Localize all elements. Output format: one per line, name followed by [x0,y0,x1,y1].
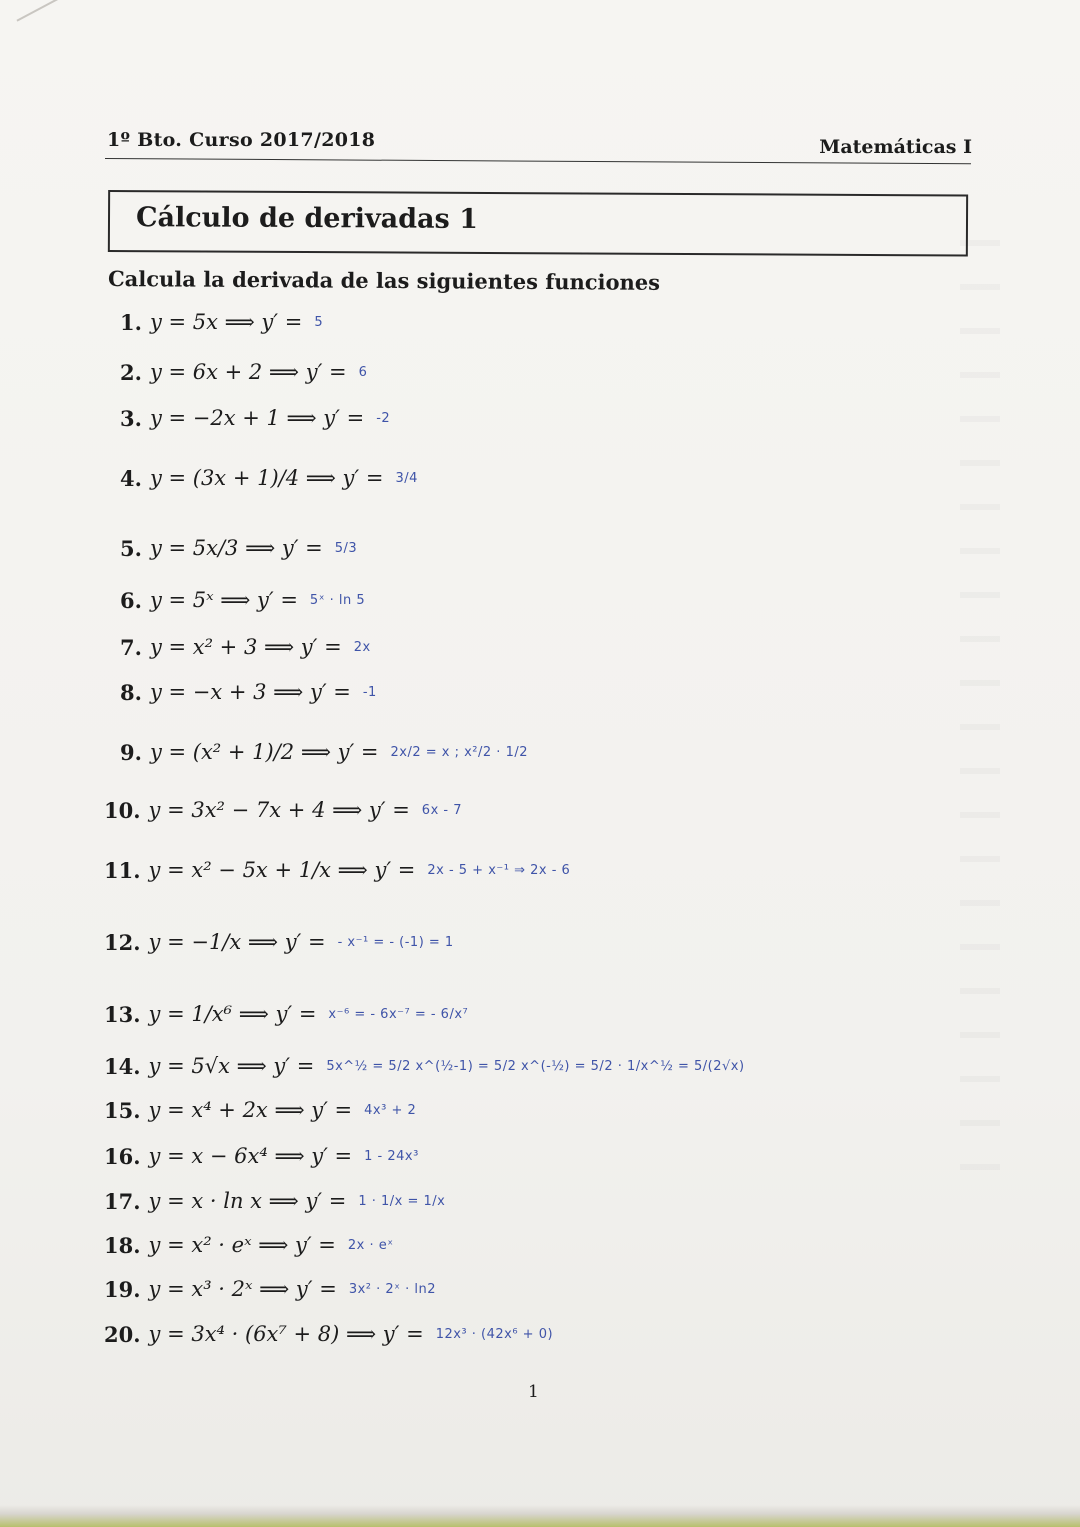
exercise-formula: y = 1/x⁶ ⟹ y′ = [148,1002,317,1026]
exercise-number: 20. [104,1321,141,1347]
exercise-item [120,528,357,568]
exercise-number: 2. [120,359,142,385]
exercise-number: 18. [104,1232,141,1258]
handwritten-answer: - x⁻¹ = - (-1) = 1 [337,934,454,950]
exercise-item [104,1046,745,1086]
exercise-number: 10. [104,797,141,823]
exercise-formula: y = x² · eˣ ⟹ y′ = [148,1233,336,1257]
exercise-number: 15. [104,1097,141,1123]
exercise-number: 11. [104,857,141,883]
handwritten-answer: 5 [314,314,324,330]
handwritten-answer: 3x² · 2ˣ · ln2 [348,1281,436,1297]
handwritten-answer: 5/3 [334,540,358,556]
exercise-item [120,580,365,620]
handwritten-answer: x⁻⁶ = - 6x⁻⁷ = - 6/x⁷ [328,1006,469,1022]
handwritten-answer: 2x - 5 + x⁻¹ ⇒ 2x - 6 [427,862,571,878]
exercise-formula: y = 3x² − 7x + 4 ⟹ y′ = [148,798,410,822]
exercise-formula: y = x² + 3 ⟹ y′ = [149,635,342,659]
handwritten-answer: 2x/2 = x ; x²/2 · 1/2 [390,744,528,760]
exercise-number: 8. [120,679,142,705]
exercise-item [120,352,367,392]
exercise-formula: y = 5ˣ ⟹ y′ = [149,588,298,612]
handwritten-answer: 3/4 [395,470,418,486]
exercise-item [120,672,377,712]
exercise-formula: y = 6x + 2 ⟹ y′ = [149,360,347,384]
exercise-item [104,850,570,890]
exercise-number: 19. [104,1276,141,1302]
handwritten-answer: 2x [353,639,371,655]
handwritten-answer: 4x³ + 2 [364,1102,417,1118]
exercise-number: 7. [120,634,142,660]
exercise-item [120,458,418,498]
exercise-formula: y = −1/x ⟹ y′ = [148,930,326,954]
handwritten-answer: 5x^½ = 5/2 x^(½-1) = 5/2 x^(-½) = 5/2 · 1/x^½ = 5/(2√x) [326,1058,745,1074]
exercise-formula: y = −2x + 1 ⟹ y′ = [149,406,365,430]
exercise-item [120,398,390,438]
exercise-number: 4. [120,465,142,491]
exercise-item [104,1181,445,1221]
scan-bottom-edge [0,1505,1080,1527]
exercise-formula: y = x · ln x ⟹ y′ = [148,1189,347,1213]
exercise-item [120,302,323,342]
page-number: 1 [528,1382,539,1402]
handwritten-answer: 6x - 7 [421,802,462,818]
exercise-number: 13. [104,1001,141,1027]
exercise-formula: y = x − 6x⁴ ⟹ y′ = [148,1144,353,1168]
exercise-item [104,1314,553,1354]
handwritten-answer: -1 [362,684,377,700]
exercise-number: 17. [104,1188,141,1214]
exercise-formula: y = x² − 5x + 1/x ⟹ y′ = [148,858,416,882]
exercise-item [104,922,454,962]
exercise-item [104,1269,436,1309]
exercise-formula: y = 5x/3 ⟹ y′ = [149,536,323,560]
handwritten-answer: 12x³ · (42x⁶ + 0) [435,1326,554,1342]
course-header: 1º Bto. Curso 2017/2018 [107,129,376,151]
exercise-number: 9. [120,739,142,765]
exercise-number: 1. [120,309,142,335]
exercise-item [104,994,468,1034]
page-title: Cálculo de derivadas 1 [135,202,479,235]
exercise-formula: y = (3x + 1)/4 ⟹ y′ = [149,466,384,490]
exercise-formula: y = −x + 3 ⟹ y′ = [149,680,351,704]
subject-header: Matemáticas I [819,136,972,158]
exercise-number: 16. [104,1143,141,1169]
handwritten-answer: 1 - 24x³ [364,1148,419,1164]
exercise-formula: y = x⁴ + 2x ⟹ y′ = [148,1098,353,1122]
handwritten-answer: 2x · eˣ [347,1237,394,1253]
exercise-formula: y = x³ · 2ˣ ⟹ y′ = [148,1277,337,1301]
exercise-item [104,1136,419,1176]
exercise-formula: y = 5√x ⟹ y′ = [148,1054,315,1078]
exercise-number: 3. [120,405,142,431]
exercise-number: 12. [104,929,141,955]
exercise-formula: y = 5x ⟹ y′ = [149,310,303,334]
exercise-item [104,1225,394,1265]
exercise-item [104,790,462,830]
exercise-formula: y = 3x⁴ · (6x⁷ + 8) ⟹ y′ = [148,1322,424,1346]
exercise-number: 6. [120,587,142,613]
instructions-text: Calcula la derivada de las siguientes funciones [107,266,661,295]
handwritten-answer: 6 [358,364,368,380]
exercise-formula: y = (x² + 1)/2 ⟹ y′ = [149,740,379,764]
handwritten-answer: 1 · 1/x = 1/x [358,1193,446,1209]
exercise-item [120,627,371,667]
exercise-item [104,1090,416,1130]
exercise-item [120,732,528,772]
exercise-number: 14. [104,1053,141,1079]
exercise-number: 5. [120,535,142,561]
handwritten-answer: 5ˣ · ln 5 [309,592,366,608]
handwritten-answer: -2 [376,410,391,426]
